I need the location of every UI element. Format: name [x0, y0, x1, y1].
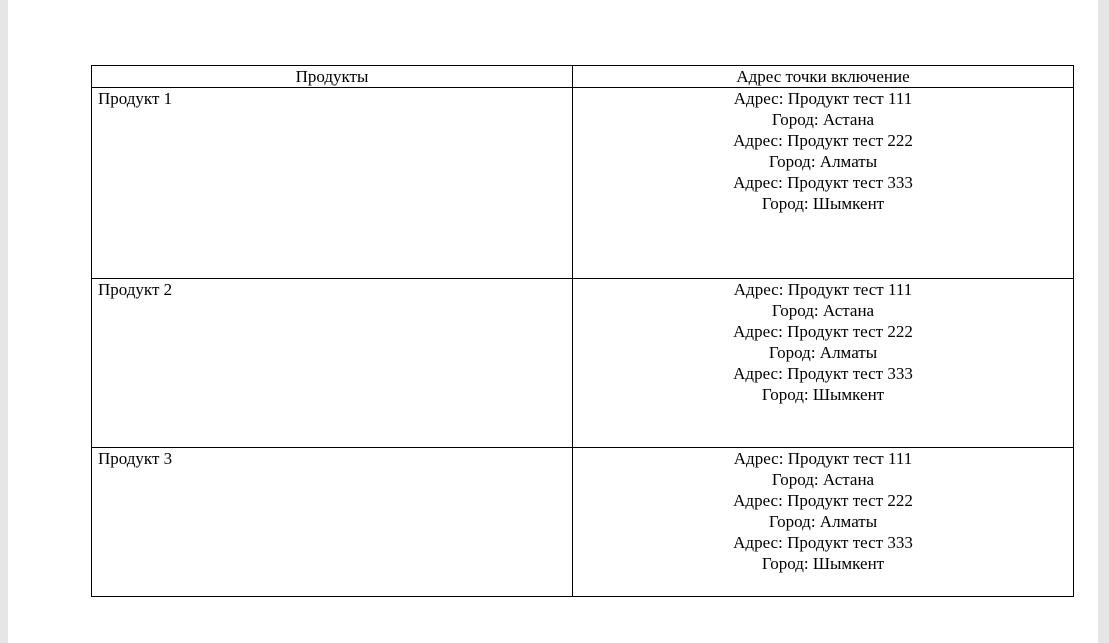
table-row	[92, 448, 1074, 597]
header-products: Продукты	[92, 66, 573, 88]
city-line: Город: Шымкент	[761, 385, 885, 404]
address-line: Адрес: Продукт тест 333	[733, 533, 913, 552]
product-cell: Продукт 3	[92, 448, 573, 597]
city-line: Город: Астана	[771, 301, 875, 320]
address-cell	[573, 448, 1074, 597]
address-line: Адрес: Продукт тест 222	[733, 491, 913, 510]
address-cell	[573, 279, 1074, 448]
table-row	[92, 88, 1074, 279]
address-line: Адрес: Продукт тест 333	[733, 364, 913, 383]
city-line: Город: Алматы	[768, 512, 878, 531]
address-line: Адрес: Продукт тест 111	[733, 449, 913, 468]
city-line: Город: Шымкент	[761, 194, 885, 213]
address-line: Адрес: Продукт тест 333	[733, 173, 913, 192]
product-cell: Продукт 2	[92, 279, 573, 448]
address-cell	[573, 88, 1074, 279]
address-line: Адрес: Продукт тест 222	[733, 322, 913, 341]
address-line: Адрес: Продукт тест 222	[733, 131, 913, 150]
product-cell: Продукт 1	[92, 88, 573, 279]
address-line: Адрес: Продукт тест 111	[733, 280, 913, 299]
city-line: Город: Алматы	[768, 152, 878, 171]
header-address: Адрес точки включение	[573, 66, 1074, 88]
address-line: Адрес: Продукт тест 111	[733, 89, 913, 108]
table-header-row	[92, 66, 1074, 88]
city-line: Город: Астана	[771, 470, 875, 489]
city-line: Город: Астана	[771, 110, 875, 129]
document-page	[8, 0, 1098, 643]
table-row	[92, 279, 1074, 448]
city-line: Город: Шымкент	[761, 554, 885, 573]
city-line: Город: Алматы	[768, 343, 878, 362]
products-address-table	[91, 65, 1074, 597]
